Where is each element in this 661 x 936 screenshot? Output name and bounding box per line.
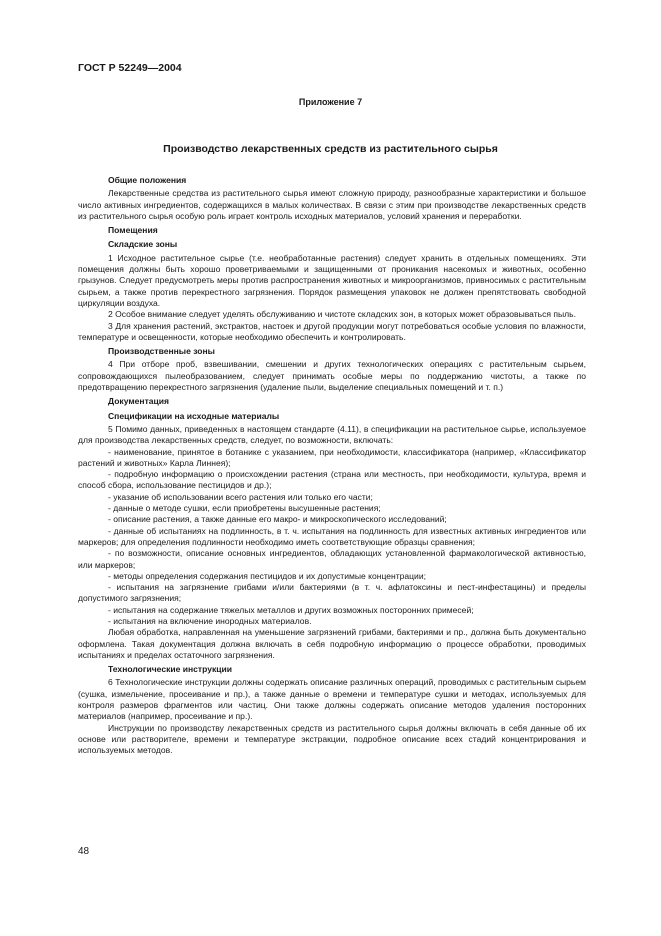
paragraph-production-4: 4 При отборе проб, взвешивании, смешении и других технологических операциях с растительным сырьем, сопровождающихся пылеобразованием, следует принимать особые меры по поддержанию чистоты, а также по предотвращению перекрестного загрязнения (удаление пыли, выделение специальных помещений и т. п.) (78, 359, 586, 393)
standard-designation: ГОСТ Р 52249—2004 (78, 62, 182, 74)
list-item: - данные о методе сушки, если приобретены высушенные растения; (108, 503, 381, 514)
heading-general: Общие положения (108, 175, 187, 185)
list-item: - указание об использовании всего растения или только его части; (108, 491, 373, 502)
list-item: - подробную информацию о происхождении растения (страна или местность, при необходимости, культура, время и способ сбора, использование пестицидов и др.); (78, 469, 586, 491)
paragraph-specs-after: Любая обработка, направленная на уменьшение загрязнений грибами, бактериями и пр., должна быть документально оформлена. Такая документация должна включать в себя подробную информацию о процессе обработки, проводимых испытаниях и пределах остаточного загрязнения. (78, 627, 586, 660)
page-number: 48 (78, 846, 90, 857)
list-item: - наименование, принятое в ботанике с указанием, при необходимости, классификатора (например, «Классификатор растений и животных» Карла Линнея); (78, 446, 586, 468)
heading-storage: Складские зоны (108, 239, 178, 250)
document-body (78, 172, 586, 757)
paragraph-tech-6: 6 Технологические инструкции должны содержать описание различных операций, проводимых с растительным сырьем (сушка, измельчение, просеивание и пр.), а также данные о времени и температуре сушки и методах, используемых для контроля размеров фрагментов или частиц. Они также должны содержать описание методов удаления посторонних материалов (например, просеивание и пр.). (78, 677, 586, 722)
heading-production: Производственные зоны (108, 346, 215, 357)
page-title: Производство лекарственных средств из растительного сырья (163, 143, 498, 155)
paragraph-storage-1: 1 Исходное растительное сырье (т.е. необработанные растения) следует хранить в отдельных помещениях. Эти помещения должны быть хорошо проветриваемыми и защищенными от проникания насекомых и животных, особенно грызунов. Следует предусмотреть меры против распространения животных и микроорганизмов, привносимых с растительным сырьем, а также против перекрестного загрязнения. Порядок размещения упаковок не должен препятствовать свободной циркуляции воздуха. (78, 252, 586, 308)
list-item: - методы определения содержания пестицидов и их допустимые концентрации; (108, 570, 426, 581)
paragraph-tech-7: Инструкции по производству лекарственных средств из растительного сырья должны включать в себя данные об их основе или растворителе, времени и температуре экстракции, подробное описание всех стадий концентрирования и используемых методов. (78, 722, 586, 756)
paragraph-storage-3: 3 Для хранения растений, экстрактов, настоек и другой продукции могут потребоваться особые условия по влажности, температуре и освещенности, которые необходимо обеспечить и контролировать. (78, 320, 586, 342)
list-item: - испытания на включение инородных материалов. (108, 615, 312, 626)
list-item: - испытания на загрязнение грибами и/или бактериями (в т. ч. афлатоксины и пест-инфестацины) и пределы допустимого загрязнения; (78, 582, 586, 604)
heading-documentation: Документация (108, 396, 170, 407)
heading-specifications: Спецификации на исходные материалы (108, 410, 280, 421)
paragraph-general: Лекарственные средства из растительного сырья имеют сложную природу, разнообразные характеристики и большое число активных ингредиентов, содержащихся в малых количествах. В связи с этим при производстве лекарственных средств из растительного сырья особую роль играет контроль исходных материалов, условий хранения и переработки. (78, 188, 586, 221)
list-item: - описание растения, а также данные его макро- и микроскопического исследований; (108, 514, 447, 525)
heading-premises: Помещения (108, 225, 158, 236)
list-item: - испытания на содержание тяжелых металлов и других возможных посторонних примесей; (108, 604, 474, 615)
paragraph-specs-5: 5 Помимо данных, приведенных в настоящем стандарте (4.11), в спецификации на растительное сырье, используемое для производства лекарственных средств, следует, по возможности, включать: (78, 423, 586, 446)
heading-technological-instructions: Технологические инструкции (108, 664, 232, 675)
paragraph-storage-2: 2 Особое внимание следует уделять обслуживанию и чистоте складских зон, в которых может образовываться пыль. (108, 309, 576, 320)
list-item: - данные об испытаниях на подлинность, в т. ч. испытания на подлинность для известных активных ингредиентов или маркеров; для определения подлинности необходимо иметь соответствующие образцы сравнения; (78, 525, 586, 547)
annex-label: Приложение 7 (298, 97, 363, 107)
list-item: - по возможности, описание основных ингредиентов, обладающих установленной фармакологической активностью, или маркеров; (78, 548, 586, 570)
